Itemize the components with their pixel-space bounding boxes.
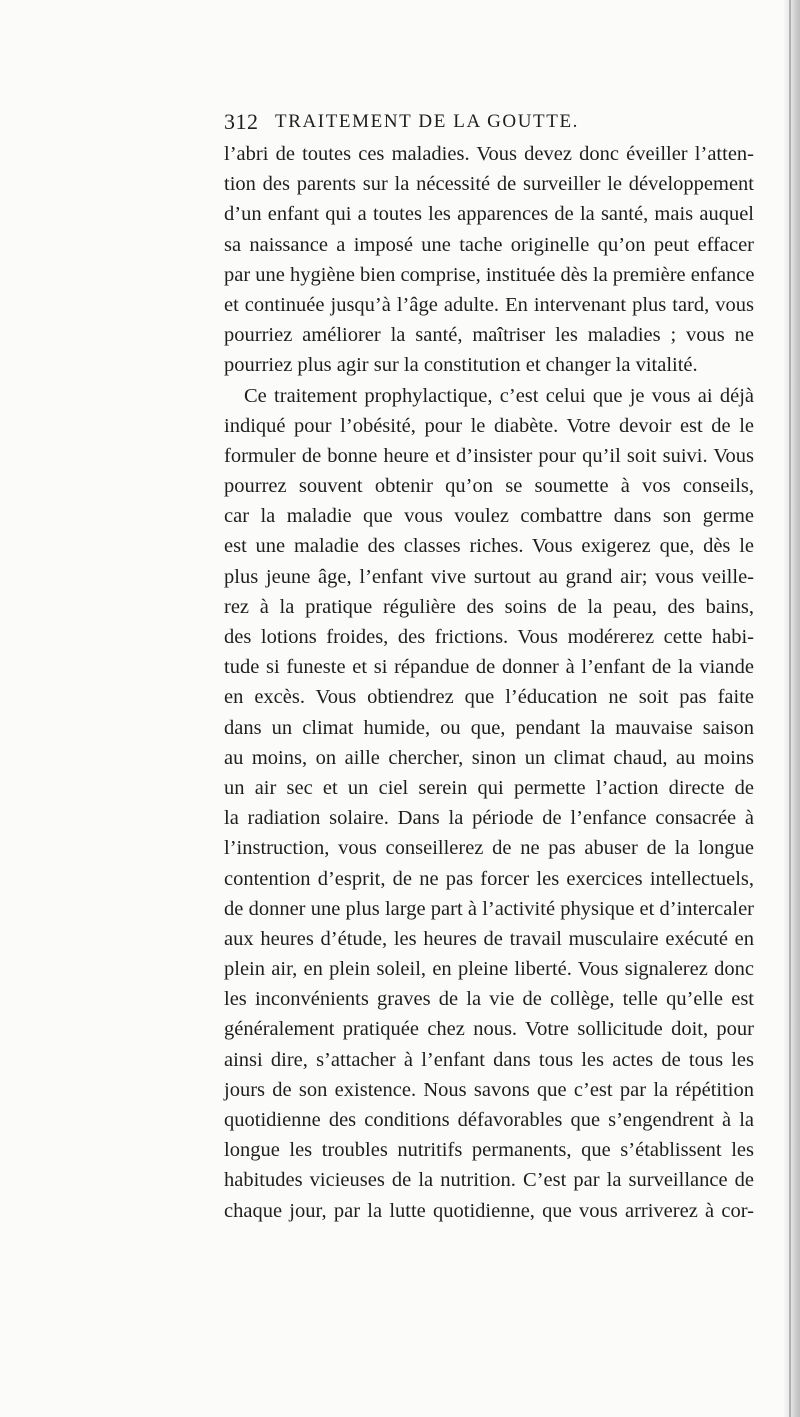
text-line: jours de son existence. Nous savons que c’est par la répétition: [224, 1078, 754, 1101]
text-line: généralement pratiquée chez nous. Votre sollicitude doit, pour: [224, 1018, 754, 1041]
text-line: aux heures d’étude, les heures de travail musculaire exécuté en: [224, 927, 754, 950]
running-title: TRAITEMENT DE LA GOUTTE.: [275, 111, 580, 132]
text-line: un air sec et un ciel serein qui permette l’action directe de: [224, 776, 754, 799]
text-line: contention d’esprit, de ne pas forcer les exercices intellectuels,: [224, 867, 754, 890]
text-line: pourriez améliorer la santé, maîtriser les maladies ; vous ne: [224, 324, 754, 347]
text-line: en excès. Vous obtiendrez que l’éducation ne soit pas faite: [224, 686, 754, 709]
text-line: de donner une plus large part à l’activité physique et d’intercaler: [224, 897, 754, 920]
page-edge-line: [789, 0, 791, 1417]
text-line: dans un climat humide, ou que, pendant la mauvaise saison: [224, 716, 754, 739]
text-line: chaque jour, par la lutte quotidienne, que vous arriverez à cor-: [224, 1199, 754, 1222]
page-edge-shadow: [784, 0, 800, 1417]
text-line: des lotions froides, des frictions. Vous modérerez cette habi-: [224, 626, 754, 648]
text-line: est une maladie des classes riches. Vous exigerez que, dès le: [224, 535, 754, 558]
text-line: quotidienne des conditions défavorables que s’engendrent à la: [224, 1109, 754, 1131]
text-line: habitudes vicieuses de la nutrition. C’est par la surveillance de: [224, 1169, 754, 1192]
text-line: tion des parents sur la nécessité de surveiller le développement: [224, 173, 754, 196]
text-line: Ce traitement prophylactique, c’est celui que je vous ai déjà: [244, 384, 754, 407]
text-line: pourrez souvent obtenir qu’on se soumette à vos conseils,: [224, 475, 754, 498]
text-line: rez à la pratique régulière des soins de la peau, des bains,: [224, 595, 754, 618]
text-line: car la maladie que vous voulez combattre dans son germe: [224, 505, 754, 528]
text-line: tude si funeste et si répandue de donner à l’enfant de la viande: [224, 656, 754, 679]
text-line: plus jeune âge, l’enfant vive surtout au grand air; vous veille-: [224, 565, 754, 588]
text-line: au moins, on aille chercher, sinon un climat chaud, au moins: [224, 746, 754, 769]
text-line: pourriez plus agir sur la constitution et changer la vitalité.: [224, 354, 698, 377]
text-line: d’un enfant qui a toutes les apparences de la santé, mais auquel: [224, 203, 754, 226]
page-header: [224, 109, 754, 139]
text-line: formuler de bonne heure et d’insister pour qu’il soit suivi. Vous: [224, 444, 754, 467]
text-line: indiqué pour l’obésité, pour le diabète. Votre devoir est de le: [224, 414, 754, 437]
page-number: 312: [224, 109, 259, 134]
text-line: la radiation solaire. Dans la période de l’enfance consacrée à: [224, 807, 754, 830]
text-line: par une hygiène bien comprise, instituée dès la première enfance: [224, 263, 755, 286]
text-line: et continuée jusqu’à l’âge adulte. En intervenant plus tard, vous: [224, 293, 754, 316]
body-text: [224, 139, 754, 1226]
text-line: les inconvénients graves de la vie de collège, telle qu’elle est: [224, 988, 754, 1011]
text-line: ainsi dire, s’attacher à l’enfant dans tous les actes de tous les: [224, 1048, 754, 1071]
text-line: l’abri de toutes ces maladies. Vous devez donc éveiller l’atten-: [224, 143, 754, 165]
text-line: plein air, en plein soleil, en pleine liberté. Vous signalerez donc: [224, 958, 754, 981]
text-line: l’instruction, vous conseillerez de ne pas abuser de la longue: [224, 837, 754, 860]
text-line: sa naissance a imposé une tache originelle qu’on peut effacer: [224, 233, 754, 256]
text-line: longue les troubles nutritifs permanents, que s’établissent les: [224, 1139, 754, 1162]
